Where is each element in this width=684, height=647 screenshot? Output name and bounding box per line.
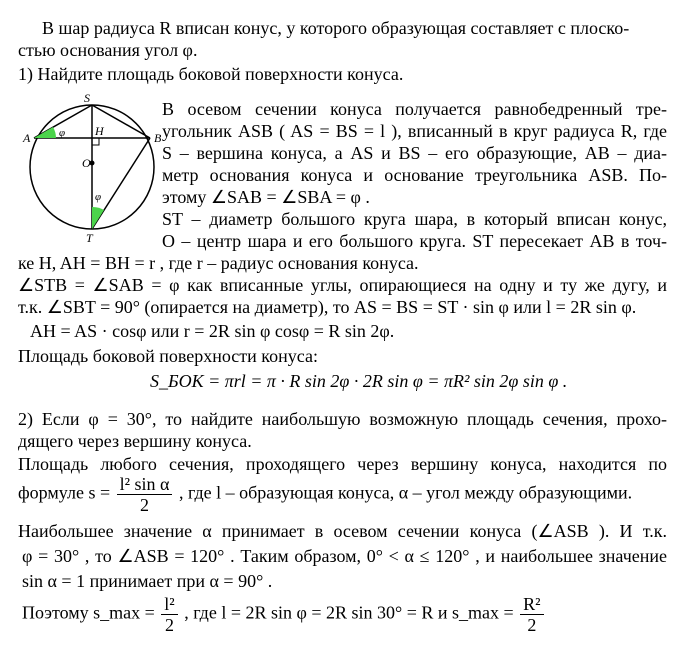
p1-line-1: В осевом сечении конуса получается равнобедренный тре- xyxy=(162,99,667,119)
label-A: A xyxy=(23,131,31,145)
angle-A-marker xyxy=(34,127,56,138)
intro-line-1: В шар радиуса R вписан конус, у которого образующая составляет с плоско- xyxy=(42,18,630,38)
area-formula: S_БОК = πrl = π · R sin 2φ · 2R sin φ = πR² sin 2φ sin φ . xyxy=(150,371,568,391)
p2-formula-pre: формуле s = xyxy=(18,482,111,503)
right-angle-H xyxy=(92,138,99,145)
p1-line-11: AH = AS · cosφ или r = 2R sin φ cosφ = R sin 2φ. xyxy=(30,321,395,341)
p1-line-5: этому ∠SAB = ∠SBA = φ . xyxy=(162,187,370,207)
smax-numerator-1: l² xyxy=(161,594,177,615)
p1-line-6: ST – диаметр большого круга шара, в который вписан конус, xyxy=(162,209,667,229)
final-pre: Поэтому s_max = xyxy=(22,602,155,623)
p2-formula-post: , где l – образующая конуса, α – угол между образующими. xyxy=(178,482,633,503)
section-area-fraction xyxy=(117,474,173,515)
question-1: 1) Найдите площадь боковой поверхности конуса. xyxy=(18,64,404,84)
p1-line-3: S – вершина конуса, а AS и BS – его образующие, AB – диа- xyxy=(162,143,667,163)
question-2-line-2: дящего через вершину конуса. xyxy=(18,431,252,451)
angle-T-marker xyxy=(92,207,104,229)
label-T: T xyxy=(86,231,93,245)
p1-line-2: угольник ASB ( AS = BS = l ), вписанный в круг радиуса R, где xyxy=(162,121,667,141)
smax-fraction-1 xyxy=(161,594,177,635)
area-intro: Площадь боковой поверхности конуса: xyxy=(18,346,318,366)
p1-line-8: ке H, AH = BH = r , где r – радиус основания конуса. xyxy=(18,253,419,273)
cone-sphere-figure xyxy=(22,90,172,250)
p2-line-3: Наибольшее значение α принимает в осевом сечении конуса (∠ASB ). И т.к. xyxy=(18,521,667,541)
final-line xyxy=(22,594,546,635)
label-phi-T: φ xyxy=(95,191,102,203)
section-area-denominator: 2 xyxy=(140,495,150,515)
smax-denominator-1: 2 xyxy=(164,615,174,635)
smax-fraction-2 xyxy=(520,594,543,635)
p2-line-4: φ = 30° , то ∠ASB = 120° . Таким образом, 0° < α ≤ 120° , и наибольшее значение xyxy=(22,546,667,566)
final-mid: , где l = 2R sin φ = 2R sin 30° = R и s_max = xyxy=(184,602,514,623)
question-2-line-1: 2) Если φ = 30°, то найдите наибольшую возможную площадь сечения, прохо- xyxy=(18,409,667,429)
section-area-numerator: l² sin α xyxy=(117,474,173,495)
label-S: S xyxy=(84,91,90,105)
p1-line-10: т.к. ∠SBT = 90° (опирается на диаметр), то AS = BS = ST · sin φ или l = 2R sin φ. xyxy=(18,297,637,317)
label-O: O xyxy=(82,156,91,170)
label-B: B xyxy=(154,131,162,145)
p1-line-7: O – центр шара и его большого круга. ST пересекает AB в точ- xyxy=(162,231,667,251)
segment-TB xyxy=(92,138,150,229)
intro-line-2: стью основания угол φ. xyxy=(18,40,198,60)
p1-line-9: ∠STB = ∠SAB = φ как вписанные углы, опирающиеся на одну и ту же дугу, и xyxy=(18,275,667,295)
smax-numerator-2: R² xyxy=(520,594,543,615)
label-phi-A: φ xyxy=(59,127,66,139)
smax-denominator-2: 2 xyxy=(527,615,537,635)
p2-line-1: Площадь любого сечения, проходящего через вершину конуса, находится по xyxy=(18,454,667,474)
label-H: H xyxy=(95,124,104,138)
p1-line-4: метр основания конуса и основание треугольника ASB. По- xyxy=(162,165,667,185)
p2-line-5: sin α = 1 принимает при α = 90° . xyxy=(22,571,273,591)
p2-formula-line xyxy=(18,474,632,515)
